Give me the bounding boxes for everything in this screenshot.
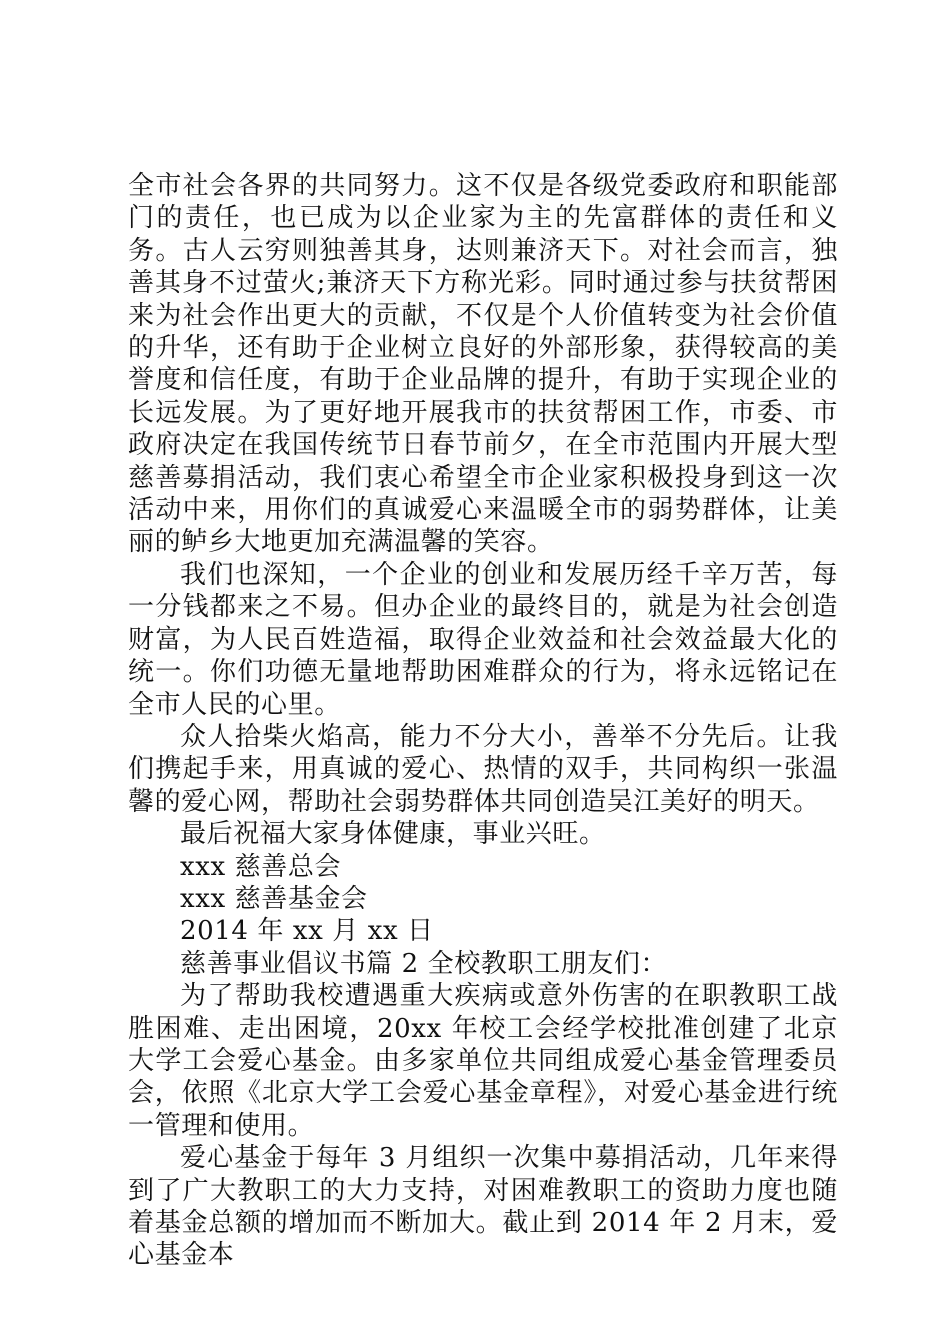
document-body [128, 170, 838, 1272]
paragraph-5: 爱心基金于每年 3 月组织一次集中募捐活动，几年来得到了广大教职工的大力支持，对困难教职工的资助力度也随着基金总额的增加而不断加大。截止到 2014 年 2 月末，爱心基金本 [128, 1143, 838, 1271]
paragraph-3: 众人拾柴火焰高，能力不分大小，善举不分先后。让我们携起手来，用真诚的爱心、热情的双手，共同构织一张温馨的爱心网，帮助社会弱势群体共同创造吴江美好的明天。 [128, 721, 838, 817]
paragraph-1: 全市社会各界的共同努力。这不仅是各级党委政府和职能部门的责任，也已成为以企业家为主的先富群体的责任和义务。古人云穷则独善其身，达则兼济天下。对社会而言，独善其身不过萤火;兼济天下方称光彩。同时通过参与扶贫帮困来为社会作出更大的贡献，不仅是个人价值转变为社会价值的升华，还有助于企业树立良好的外部形象，获得较高的美誉度和信任度，有助于企业品牌的提升，有助于实现企业的长远发展。为了更好地开展我市的扶贫帮困工作，市委、市政府决定在我国传统节日春节前夕，在全市范围内开展大型慈善募捐活动，我们衷心希望全市企业家积极投身到这一次活动中来，用你们的真诚爱心来温暖全市的弱势群体，让美丽的鲈乡大地更加充满温馨的笑容。 [128, 171, 838, 558]
paragraph-2: 我们也深知，一个企业的创业和发展历经千辛万苦，每一分钱都来之不易。但办企业的最终目的，就是为社会创造财富，为人民百姓造福，取得企业效益和社会效益最大化的统一。你们功德无量地帮助困难群众的行为，将永远铭记在全市人民的心里。 [128, 559, 838, 720]
signature-date: 2014 年 xx 月 xx 日 [180, 916, 434, 947]
closing-wish: 最后祝福大家身体健康，事业兴旺。 [180, 819, 606, 850]
signature-charity-federation: xxx 慈善总会 [180, 851, 342, 882]
paragraph-4: 为了帮助我校遭遇重大疾病或意外伤害的在职教职工战胜困难、走出困境，20xx 年校工会经学校批准创建了北京大学工会爱心基金。由多家单位共同组成爱心基金管理委员会，依照《北京大学工会爱心基金章程》，对爱心基金进行统一管理和使用。 [128, 981, 838, 1141]
section-heading: 慈善事业倡议书篇 2 全校教职工朋友们： [180, 948, 668, 979]
signature-charity-foundation: xxx 慈善基金会 [180, 883, 368, 914]
